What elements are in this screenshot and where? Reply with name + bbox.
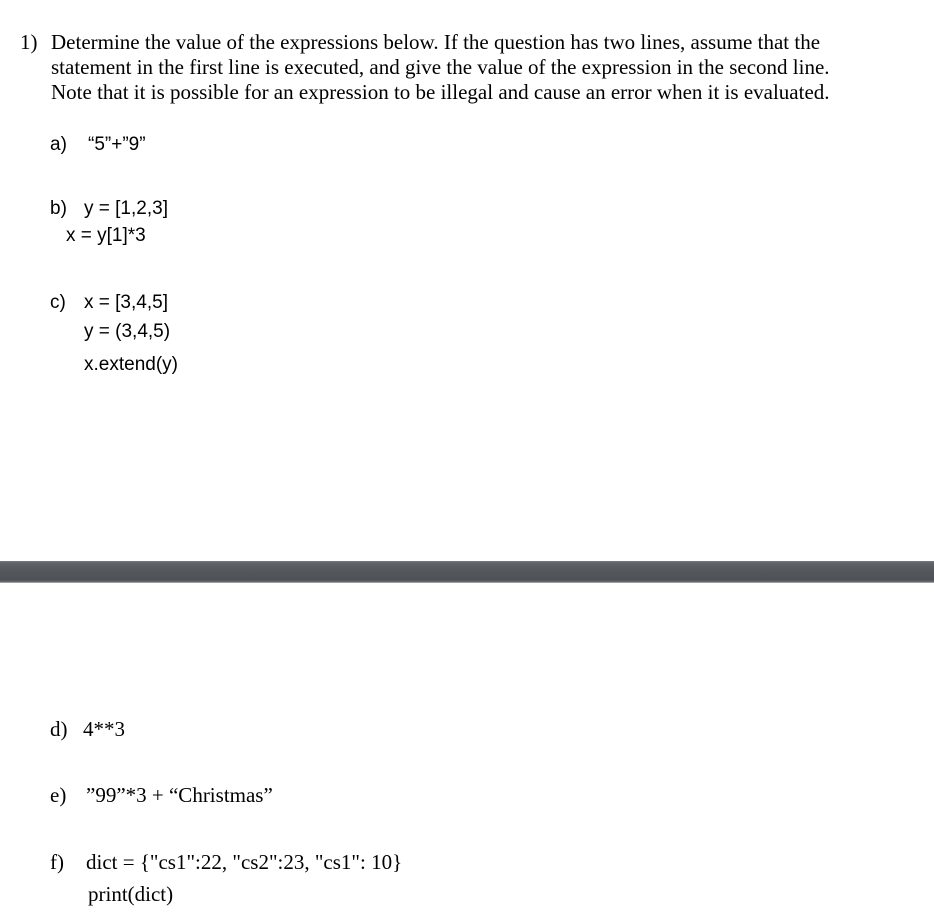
part-e-expression: ”99”*3 + “Christmas”: [86, 783, 273, 807]
part-d-expression: 4**3: [83, 717, 125, 741]
part-b-line-2: x = y[1]*3: [66, 225, 146, 246]
part-c-line-3: x.extend(y): [84, 354, 178, 375]
part-e-label: e): [50, 783, 67, 807]
part-d-label: d): [50, 717, 68, 741]
part-f-line-2: print(dict): [88, 882, 174, 906]
question-number: 1): [20, 30, 38, 54]
page-divider: [0, 561, 934, 583]
part-a-label: a): [50, 134, 67, 155]
part-c-line-1: x = [3,4,5]: [84, 292, 168, 313]
part-c-label: c): [50, 292, 66, 313]
part-b-label: b): [50, 198, 67, 219]
part-b-line-1: y = [1,2,3]: [84, 198, 168, 219]
question-text-line-1: Determine the value of the expressions below. If the question has two lines, assume that the: [51, 30, 821, 54]
question-text-line-2: statement in the first line is executed, and give the value of the expression in the second line.: [51, 55, 830, 79]
part-a-expression: “5”+”9”: [88, 134, 146, 155]
part-f-label: f): [50, 850, 64, 874]
part-f-line-1: dict = {"cs1":22, "cs2":23, "cs1": 10}: [86, 850, 403, 874]
part-c-line-2: y = (3,4,5): [84, 321, 171, 342]
question-text-line-3: Note that it is possible for an expression to be illegal and cause an error when it is evaluated.: [51, 80, 830, 104]
